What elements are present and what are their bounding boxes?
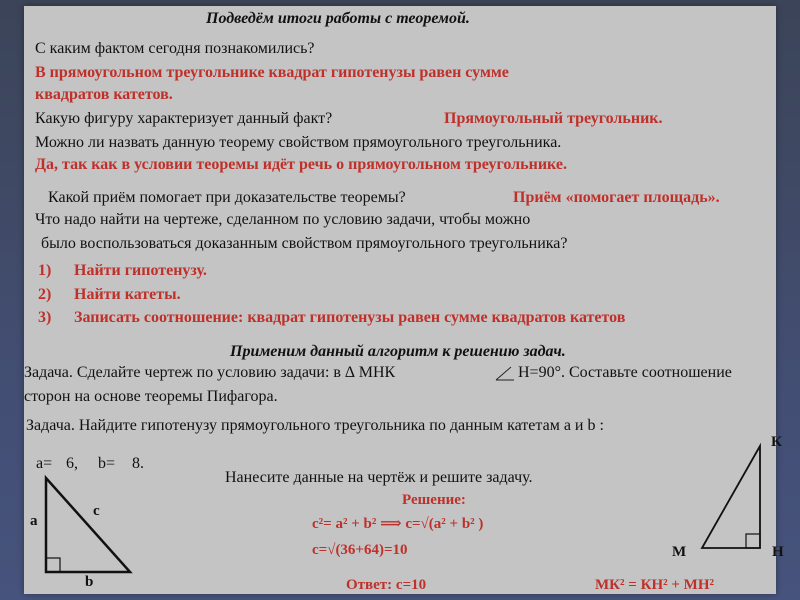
vertex-m-label: М xyxy=(672,544,687,560)
solution-answer: Ответ: c=10 xyxy=(346,577,427,593)
task-2-instruction: Нанесите данные на чертёж и решите задачу. xyxy=(225,469,533,486)
vertex-k-label: К xyxy=(771,434,782,450)
algorithm-heading: Применим данный алгоритм к решению задач. xyxy=(230,343,566,360)
side-b-label: b xyxy=(85,574,94,590)
task-2-b-value: 8. xyxy=(132,455,144,472)
step-3-text: Записать соотношение: квадрат гипотенузы равен сумме квадратов катетов xyxy=(74,309,626,326)
task-2-b-label: b= xyxy=(98,455,116,472)
solution-line-2: c=√(36+64)=10 xyxy=(312,542,408,558)
question-2: Какую фигуру характеризует данный факт? xyxy=(35,110,333,127)
mnk-relation: МК² = КН² + МН² xyxy=(595,577,714,593)
task-1-line-2: сторон на основе теоремы Пифагора. xyxy=(24,388,278,405)
task-2-a-value: 6, xyxy=(66,455,78,472)
side-c-label: c xyxy=(93,503,100,519)
side-a-label: a xyxy=(30,513,38,529)
answer-4: Приём «помогает площадь». xyxy=(513,189,720,206)
vertex-n-label: Н xyxy=(772,544,784,560)
step-3-number: 3) xyxy=(38,309,52,326)
angle-icon xyxy=(494,364,516,382)
question-1: С каким фактом сегодня познакомились? xyxy=(35,40,315,57)
question-5-line-2: было воспользоваться доказанным свойством прямоугольного треугольника? xyxy=(41,235,568,252)
slide-title: Подведём итоги работы с теоремой. xyxy=(206,10,470,27)
step-1-number: 1) xyxy=(38,262,52,279)
answer-1-line-1: В прямоугольном треугольнике квадрат гипотенузы равен сумме xyxy=(35,64,509,81)
solution-line-1: c²= a² + b² ⟹ c=√(a² + b² ) xyxy=(312,516,484,532)
triangle-mnk xyxy=(690,440,770,560)
task-1-angle-text: Н=90°. Составьте соотношение xyxy=(518,364,732,381)
question-3: Можно ли назвать данную теорему свойством прямоугольного треугольника. xyxy=(35,134,562,151)
answer-1-line-2: квадратов катетов. xyxy=(35,86,173,103)
step-2-text: Найти катеты. xyxy=(74,286,181,303)
answer-2: Прямоугольный треугольник. xyxy=(444,110,663,127)
question-4: Какой приём помогает при доказательстве теоремы? xyxy=(48,189,406,206)
triangle-abc xyxy=(40,474,140,578)
task-1-line-1: Задача. Сделайте чертеж по условию задачи: в ∆ МНК xyxy=(24,364,396,381)
task-2-a-label: a= xyxy=(36,455,53,472)
step-1-text: Найти гипотенузу. xyxy=(74,262,207,279)
question-5-line-1: Что надо найти на чертеже, сделанном по условию задачи, чтобы можно xyxy=(35,211,531,228)
solution-label: Решение: xyxy=(402,492,466,508)
task-2-line-1: Задача. Найдите гипотенузу прямоугольного треугольника по данным катетам a и b : xyxy=(26,417,604,434)
answer-3: Да, так как в условии теоремы идёт речь о прямоугольном треугольнике. xyxy=(35,156,567,173)
step-2-number: 2) xyxy=(38,286,52,303)
